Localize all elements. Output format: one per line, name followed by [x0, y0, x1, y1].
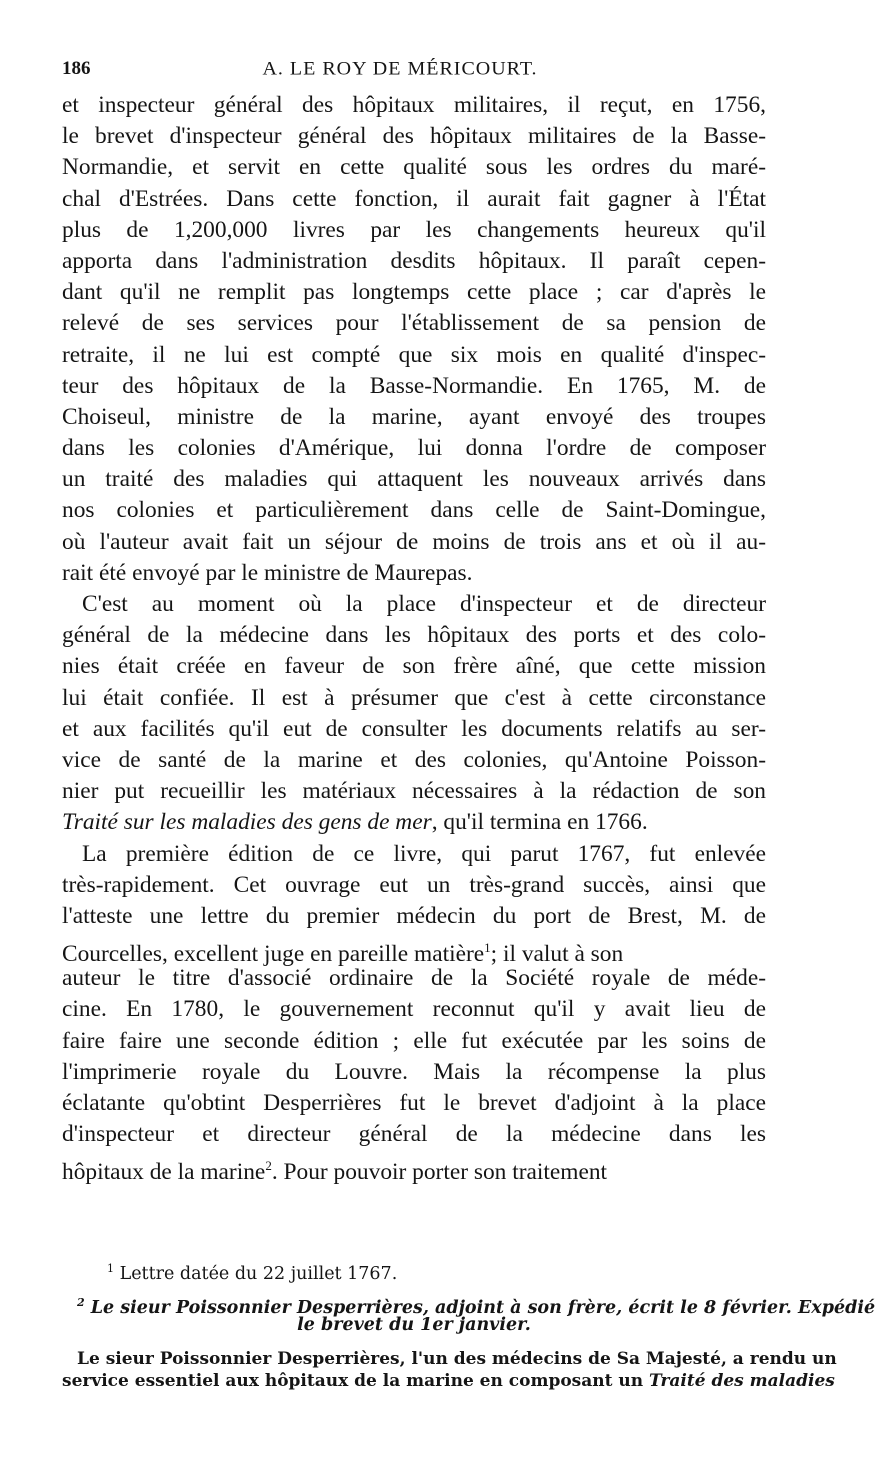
footnote-line: [62, 1370, 835, 1392]
text-line: cine. En 1780, le gouvernement reconnut qu'il y avait lieu de: [62, 996, 766, 1023]
text-line: Normandie, et servit en cette qualité sous les ordres du maré-: [62, 154, 766, 181]
text-line: teur des hôpitaux de la Basse-Normandie. En 1765, M. de: [62, 372, 766, 399]
text-run: Courcelles, excellent juge en pareille matière: [62, 940, 485, 967]
text-line: nos colonies et particulièrement dans celle de Saint-Domingue,: [62, 497, 766, 524]
running-head: A. LE ROY DE MÉRICOURT.: [262, 58, 538, 80]
text-line: lui était confiée. Il est à présumer que c'est à cette circonstance: [62, 684, 766, 711]
text-line: rait été envoyé par le ministre de Maurepas.: [62, 559, 473, 586]
text-line: dant qu'il ne remplit pas longtemps cette place ; car d'après le: [62, 279, 766, 306]
text-line: l'atteste une lettre du premier médecin du port de Brest, M. de: [62, 902, 766, 929]
text-line: très-rapidement. Cet ouvrage eut un très-grand succès, ainsi que: [62, 871, 766, 898]
footnote-quote: [62, 1348, 837, 1392]
text-line: retraite, il ne lui est compté que six mois en qualité d'inspec-: [62, 341, 766, 368]
text-line: éclatante qu'obtint Desperrières fut le brevet d'adjoint à la place: [62, 1090, 766, 1116]
text-line: La première édition de ce livre, qui parut 1767, fut enlevée: [82, 840, 766, 867]
footnote-mark: 1: [107, 1262, 114, 1275]
text-line: nier put recueillir les matériaux nécessaires à la rédaction de son: [62, 778, 766, 805]
footnote-text: service essentiel aux hôpitaux de la marine en composant un: [62, 1371, 650, 1391]
footnote-text: Lettre datée du 22 juillet 1767.: [119, 1263, 398, 1284]
footnote-2: [62, 1292, 875, 1336]
footnote-line: Le sieur Poissonnier Desperrières, l'un des médecins de Sa Majesté, a rendu un: [77, 1349, 837, 1369]
text-line: nies était créée en faveur de son frère aîné, que cette mission: [62, 653, 766, 680]
text-run: . Pour pouvoir porter son traitement: [271, 1159, 608, 1186]
text-line: [62, 932, 766, 967]
footnote-line: [107, 1258, 811, 1284]
footnote-1: [62, 1258, 811, 1284]
text-run: hôpitaux de la marine: [62, 1159, 266, 1186]
text-line: faire faire une seconde édition ; elle fut exécutée par les soins de: [62, 1027, 766, 1054]
footnote-ref-2: 2: [265, 1158, 272, 1174]
text-line: dans les colonies d'Amérique, lui donna l'ordre de composer: [62, 435, 766, 462]
text-line: relevé de ses services pour l'établissement de sa pension de: [62, 310, 766, 337]
text-line: Choiseul, ministre de la marine, ayant envoyé des troupes: [62, 403, 766, 430]
text-line: le brevet d'inspecteur général des hôpitaux militaires de la Basse-: [62, 123, 766, 150]
text-line: vice de santé de la marine et des colonies, qu'Antoine Poisson-: [62, 746, 766, 773]
text-line: apporta dans l'administration desdits hôpitaux. Il paraît cepen-: [62, 247, 766, 274]
footnote-line: le brevet du 1er janvier.: [297, 1315, 531, 1335]
text-line: [62, 807, 766, 838]
footnote-ref-1: 1: [484, 940, 491, 956]
footnote-line: [62, 1292, 875, 1318]
text-line: général de la médecine dans les hôpitaux des ports et des colo-: [62, 622, 766, 649]
text-run: ; il valut à son: [490, 940, 624, 967]
page-number: 186: [62, 58, 91, 79]
text-line: et inspecteur général des hôpitaux militaires, il reçut, en 1756,: [62, 92, 766, 118]
text-line: d'inspecteur et directeur général de la médecine dans les: [62, 1121, 766, 1148]
text-line: plus de 1,200,000 livres par les changements heureux qu'il: [62, 216, 766, 243]
text-line: auteur le titre d'associé ordinaire de la Société royale de méde-: [62, 965, 766, 992]
footnote-text: Le sieur Poissonnier Desperrières, adjoint à son frère, écrit le 8 février. Expédié: [90, 1297, 875, 1318]
text-line: et aux facilités qu'il eut de consulter les documents relatifs au ser-: [62, 715, 766, 742]
text-line: [62, 1150, 766, 1186]
text-line: chal d'Estrées. Dans cette fonction, il aurait fait gagner à l'État: [62, 185, 766, 212]
book-title: Traité sur les maladies des gens de mer: [62, 809, 432, 836]
text-line: où l'auteur avait fait un séjour de moins de trois ans et où il au-: [62, 528, 766, 555]
body-text: [62, 90, 766, 1186]
text-line: un traité des maladies qui attaquent les nouveaux arrivés dans: [62, 466, 766, 493]
text-line: l'imprimerie royale du Louvre. Mais la récompense la plus: [62, 1058, 766, 1085]
text-line: C'est au moment où la place d'inspecteur et de directeur: [82, 591, 766, 617]
text-run: , qu'il termina en 1766.: [431, 809, 648, 836]
footnote-title: Traité des maladies: [649, 1371, 835, 1391]
footnote-mark: 2: [77, 1296, 85, 1309]
page-header: [62, 58, 738, 88]
